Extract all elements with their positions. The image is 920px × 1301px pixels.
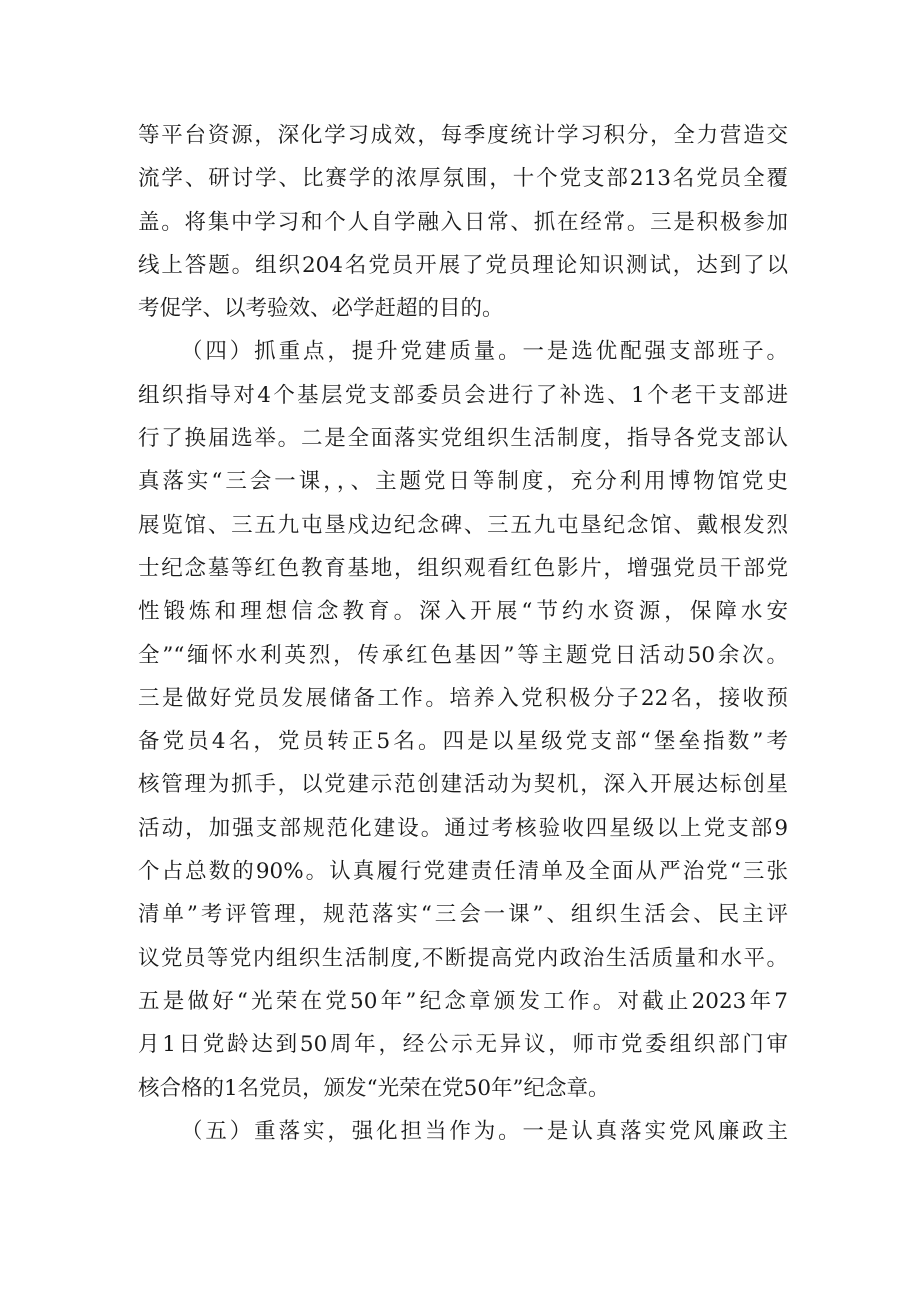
text-line: 议党员等党内组织生活制度,不断提高党内政治生活质量和水平。 xyxy=(138,945,788,971)
text-line: 核管理为抓手，以党建示范创建活动为契机，深入开展达标创星 xyxy=(138,772,788,798)
text-line: 个占总数的90%。认真履行党建责任清单及全面从严治党“三张 xyxy=(138,859,788,885)
document-body-text xyxy=(138,114,788,1153)
text-line: 行了换届选举。二是全面落实党组织生活制度，指导各党支部认 xyxy=(138,426,788,452)
text-line: 备党员4名，党员转正5名。四是以星级党支部“堡垒指数”考 xyxy=(138,729,788,755)
text-line: 清单”考评管理，规范落实“三会一课”、组织生活会、民主评 xyxy=(138,902,788,928)
text-line: 考促学、以考验效、必学赶超的目的。 xyxy=(138,296,504,322)
paragraph-heading-line: （五）重落实，强化担当作为。一是认真落实党风廉政主 xyxy=(181,1118,788,1144)
text-line: 三是做好党员发展储备工作。培养入党积极分子22名，接收预 xyxy=(138,685,788,711)
text-line: 核合格的1名党员，颁发“光荣在党50年”纪念章。 xyxy=(138,1075,610,1101)
paragraph-heading-line: （四）抓重点，提升党建质量。一是选优配强支部班子。 xyxy=(181,339,788,365)
text-line: 性锻炼和理想信念教育。深入开展“节约水资源，保障水安 xyxy=(138,599,788,625)
text-line: 等平台资源，深化学习成效，每季度统计学习积分，全力营造交 xyxy=(138,123,788,148)
text-line: 士纪念墓等红色教育基地，组织观看红色影片，增强党员干部党 xyxy=(138,555,788,581)
text-line: 线上答题。组织204名党员开展了党员理论知识测试，达到了以 xyxy=(138,252,788,278)
text-line: 流学、研讨学、比赛学的浓厚氛围，十个党支部213名党员全覆 xyxy=(138,166,788,192)
text-line: 展览馆、三五九屯垦戍边纪念碑、三五九屯垦纪念馆、戴根发烈 xyxy=(138,512,788,538)
text-line: 活动，加强支部规范化建设。通过考核验收四星级以上党支部9 xyxy=(138,815,788,841)
text-line: 月1日党龄达到50周年，经公示无异议，师市党委组织部门审 xyxy=(138,1032,788,1058)
text-line: 盖。将集中学习和个人自学融入日常、抓在经常。三是积极参加 xyxy=(138,209,788,235)
text-line: 五是做好“光荣在党50年”纪念章颁发工作。对截止2023年7 xyxy=(138,988,788,1014)
text-line: 真落实“三会一课，，、主题党日等制度，充分利用博物馆党史 xyxy=(138,469,788,495)
text-line: 组织指导对4个基层党支部委员会进行了补选、1个老干支部进 xyxy=(138,382,788,408)
text-line: 全”“缅怀水利英烈，传承红色基因”等主题党日活动50余次。 xyxy=(138,642,788,668)
